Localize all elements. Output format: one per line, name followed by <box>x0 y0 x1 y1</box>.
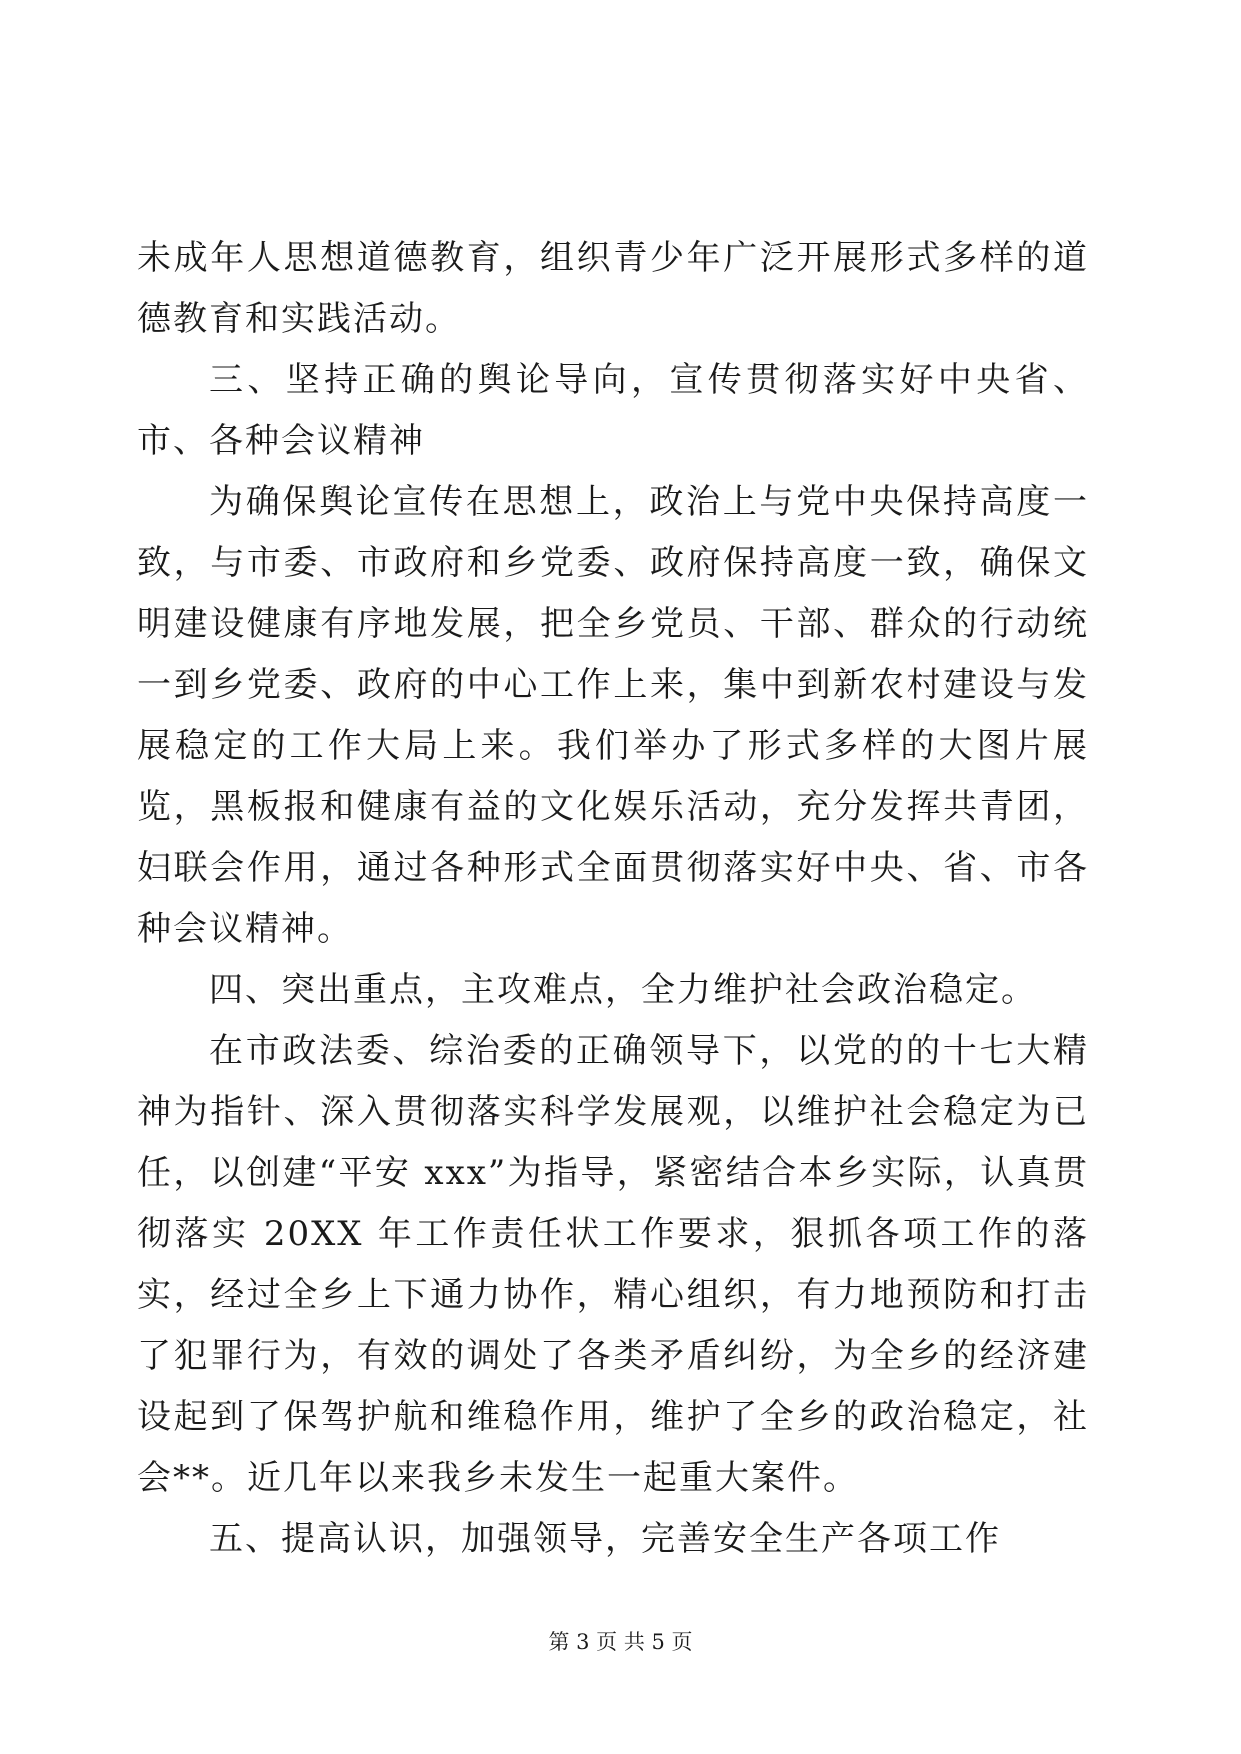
document-body <box>137 228 1089 1570</box>
paragraph-continuation: 未成年人思想道德教育，组织青少年广泛开展形式多样的道德教育和实践活动。 <box>137 238 1089 339</box>
page-number-footer: 第 3 页 共 5 页 <box>548 1630 693 1654</box>
paragraph-public-opinion: 为确保舆论宣传在思想上，政治上与党中央保持高度一致，与市委、市政府和乡党委、政府保持高度一致，确保文明建设健康有序地发展，把全乡党员、干部、群众的行动统一到乡党委、政府的中心工作上来，集中到新农村建设与发展稳定的工作大局上来。我们举办了形式多样的大图片展览，黑板报和健康有益的文化娱乐活动，充分发挥共青团，妇联会作用，通过各种形式全面贯彻落实好中央、省、市各种会议精神。 <box>137 482 1089 949</box>
section-heading-5: 五、提高认识，加强领导，完善安全生产各项工作 <box>209 1519 1001 1559</box>
paragraph-social-stability: 在市政法委、综治委的正确领导下，以党的的十七大精神为指针、深入贯彻落实科学发展观，以维护社会稳定为已任，以创建“平安 xxx”为指导，紧密结合本乡实际，认真贯彻落实 20XX 年工作责任状工作要求，狠抓各项工作的落实，经过全乡上下通力协作，精心组织，有力地预防和打击了犯罪行为，有效的调处了各类矛盾纠纷，为全乡的经济建设起到了保驾护航和维稳作用，维护了全乡的政治稳定，社会**。近几年以来我乡未发生一起重大案件。 <box>137 1031 1089 1498</box>
section-heading-4: 四、突出重点，主攻难点，全力维护社会政治稳定。 <box>209 970 1037 1010</box>
section-heading-3: 三、坚持正确的舆论导向，宣传贯彻落实好中央省、市、各种会议精神 <box>137 360 1089 461</box>
